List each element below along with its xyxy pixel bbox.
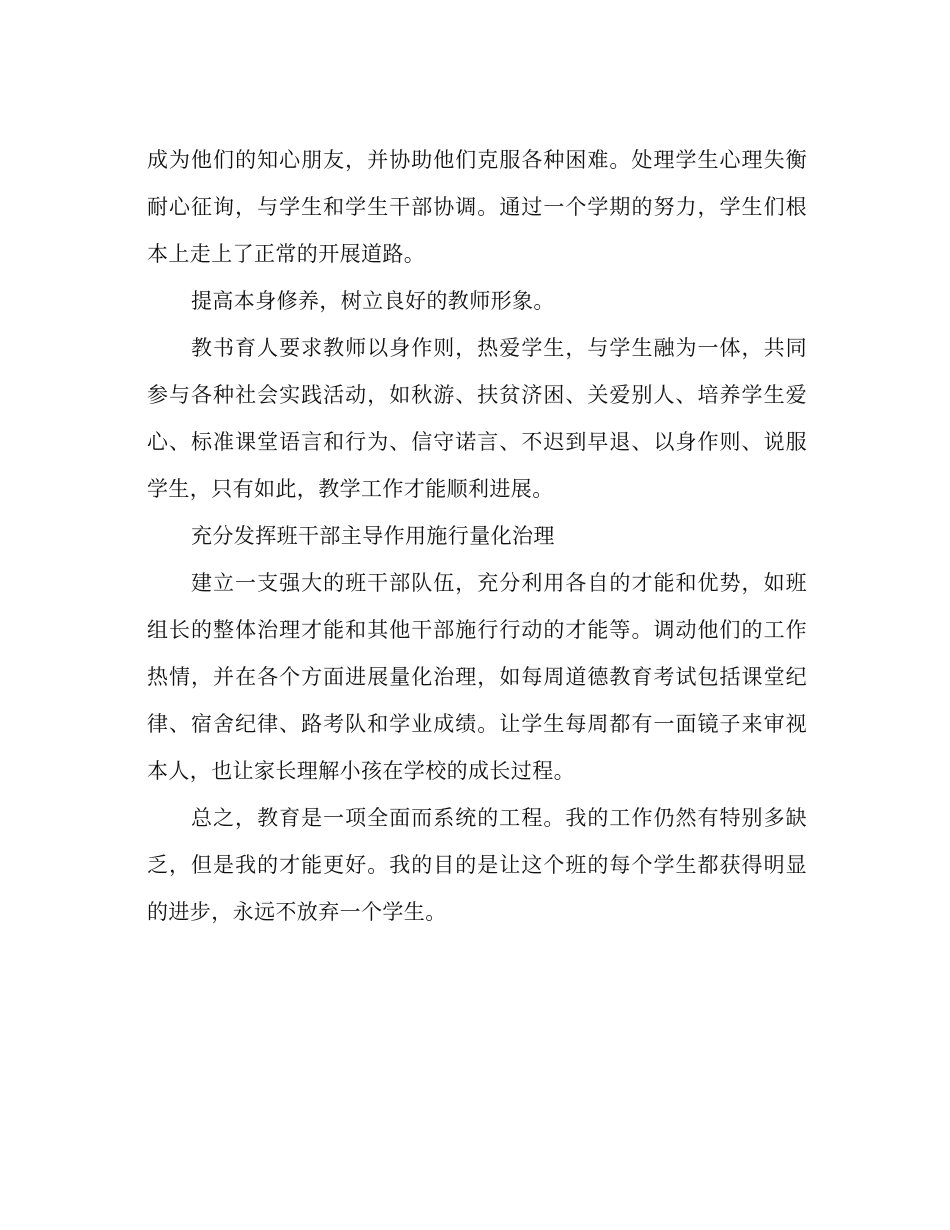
paragraph-heading-class-cadres: 充分发挥班干部主导作用施行量化治理 (191, 524, 555, 548)
paragraph-conclusion: 总之，教育是一项全面而系统的工程。我的工作仍然有特别多缺乏，但是我的才能更好。我的目的是让这个班的每个学生都获得明显的进步，永远不放弃一个学生。 (147, 806, 807, 924)
paragraph-heading-self-cultivation: 提高本身修养，树立良好的教师形象。 (191, 289, 555, 313)
document-body (147, 137, 807, 936)
paragraph-teacher-example: 教书育人要求教师以身作则，热爱学生，与学生融为一体，共同参与各种社会实践活动，如秋游、扶贫济困、关爱别人、培养学生爱心、标准课堂语言和行为、信守诺言、不迟到早退、以身作则、说服学生，只有如此，教学工作才能顺利进展。 (147, 336, 807, 501)
paragraph-class-cadres: 建立一支强大的班干部队伍，充分利用各自的才能和优势，如班组长的整体治理才能和其他干部施行行动的才能等。调动他们的工作热情，并在各个方面进展量化治理，如每周道德教育考试包括课堂纪律、宿舍纪律、路考队和学业成绩。让学生每周都有一面镜子来审视本人，也让家长理解小孩在学校的成长过程。 (147, 571, 807, 783)
paragraph-continuation: 成为他们的知心朋友，并协助他们克服各种困难。处理学生心理失衡耐心征询，与学生和学生干部协调。通过一个学期的努力，学生们根本上走上了正常的开展道路。 (147, 148, 807, 266)
